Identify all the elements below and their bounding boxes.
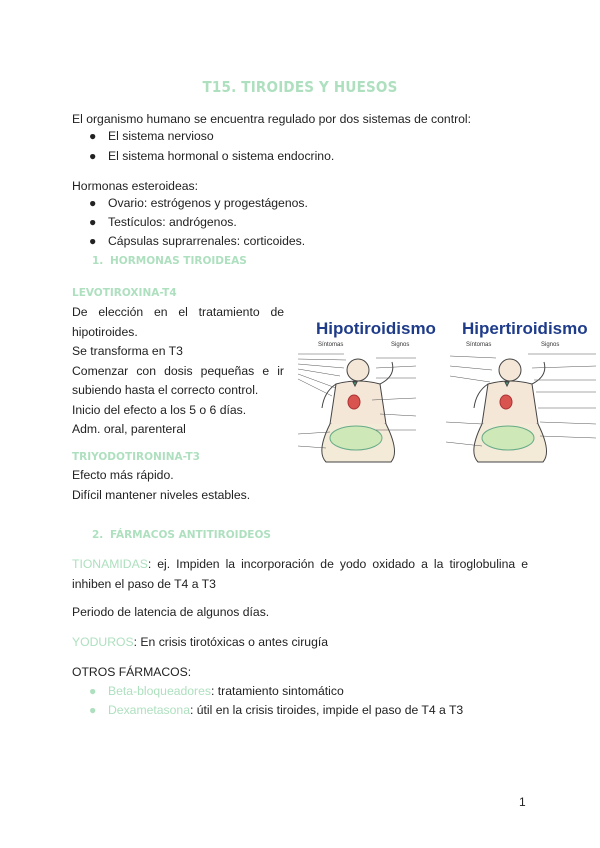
yoduros-text: : En crisis tirotóxicas o antes cirugía (133, 635, 329, 649)
list-item: El sistema hormonal o sistema endocrino. (108, 149, 335, 163)
bullet: ● (89, 215, 97, 229)
subheading-levotiroxina: LEVOTIROXINA-T4 (72, 287, 177, 299)
section-number: 2. (92, 529, 104, 541)
levo-paragraph (72, 303, 284, 440)
section-heading: HORMONAS TIROIDEAS (110, 255, 247, 267)
latencia-text: Periodo de latencia de algunos días. (72, 605, 270, 619)
page-number: 1 (519, 795, 526, 809)
page-title: T15. TIROIDES Y HUESOS (202, 78, 398, 96)
bullet: ● (89, 703, 97, 717)
text-line: Efecto más rápido. (72, 468, 174, 482)
term-yoduros: YODUROS (72, 635, 134, 649)
bullet: ● (89, 149, 97, 163)
section-number: 1. (92, 255, 104, 267)
term-dexametasona: Dexametasona (108, 703, 190, 717)
col-sintomas-right: Síntomas (466, 342, 492, 348)
col-signos-right: Signos (541, 342, 560, 348)
list-item: Testículos: andrógenos. (108, 215, 237, 229)
tionamidas-paragraph (72, 556, 528, 592)
text-line: subiendo hasta el correcto control. (72, 383, 259, 397)
intro-text: El organismo humano se encuentra regulado por dos sistemas de control: (72, 112, 472, 126)
list-item (108, 702, 463, 718)
term-tionamidas: TIONAMIDAS (72, 557, 148, 571)
list-item (108, 683, 344, 699)
tionamidas-text: : ej. Impiden la incorporación de yodo oxidado a la tiroglobulina e (147, 557, 528, 571)
yoduros-line (72, 634, 328, 650)
text-line: Se transforma en T3 (72, 344, 183, 358)
bullet: ● (89, 196, 97, 210)
bullet: ● (89, 684, 97, 698)
bullet: ● (89, 129, 97, 143)
hypothyroid-body-illustration (322, 359, 395, 462)
text-line: hipotiroides. (72, 324, 138, 339)
bullet: ● (89, 234, 97, 248)
list-item: Cápsulas suprarrenales: corticoides. (108, 234, 306, 248)
otros-text: : tratamiento sintomático (211, 684, 344, 698)
hyperthyroid-body-illustration (474, 359, 547, 462)
text-line: Comenzar con dosis pequeñas e ir (72, 363, 284, 378)
otros-text: : útil en la crisis tiroides, impide el paso de T4 a T3 (189, 703, 464, 717)
list-item: El sistema nervioso (108, 129, 214, 143)
thyroid-figure (296, 312, 596, 472)
text-line: Difícil mantener niveles estables. (72, 487, 251, 502)
otros-heading: OTROS FÁRMACOS: (72, 665, 192, 679)
text-line: Inicio del efecto a los 5 o 6 días. (72, 402, 247, 417)
list-item: Ovario: estrógenos y progestágenos. (108, 196, 308, 210)
figure-title-hiper: Hipertiroidismo (462, 319, 588, 338)
text-line: Adm. oral, parenteral (72, 422, 186, 436)
section-heading: FÁRMACOS ANTITIROIDEOS (110, 529, 271, 541)
subheading-triyodotironina: TRIYODOTIRONINA-T3 (72, 451, 200, 463)
col-signos-left: Signos (391, 342, 410, 348)
col-sintomas-left: Síntomas (318, 342, 344, 348)
figure-title-hipo: Hipotiroidismo (316, 319, 436, 338)
term-betabloqueadores: Beta-bloqueadores (108, 684, 211, 698)
triyo-paragraph (72, 466, 284, 505)
steroid-heading: Hormonas esteroideas: (72, 179, 198, 193)
text-line: De elección en el tratamiento de (72, 305, 284, 319)
tionamidas-text-cont: inhiben el paso de T4 a T3 (72, 577, 216, 591)
